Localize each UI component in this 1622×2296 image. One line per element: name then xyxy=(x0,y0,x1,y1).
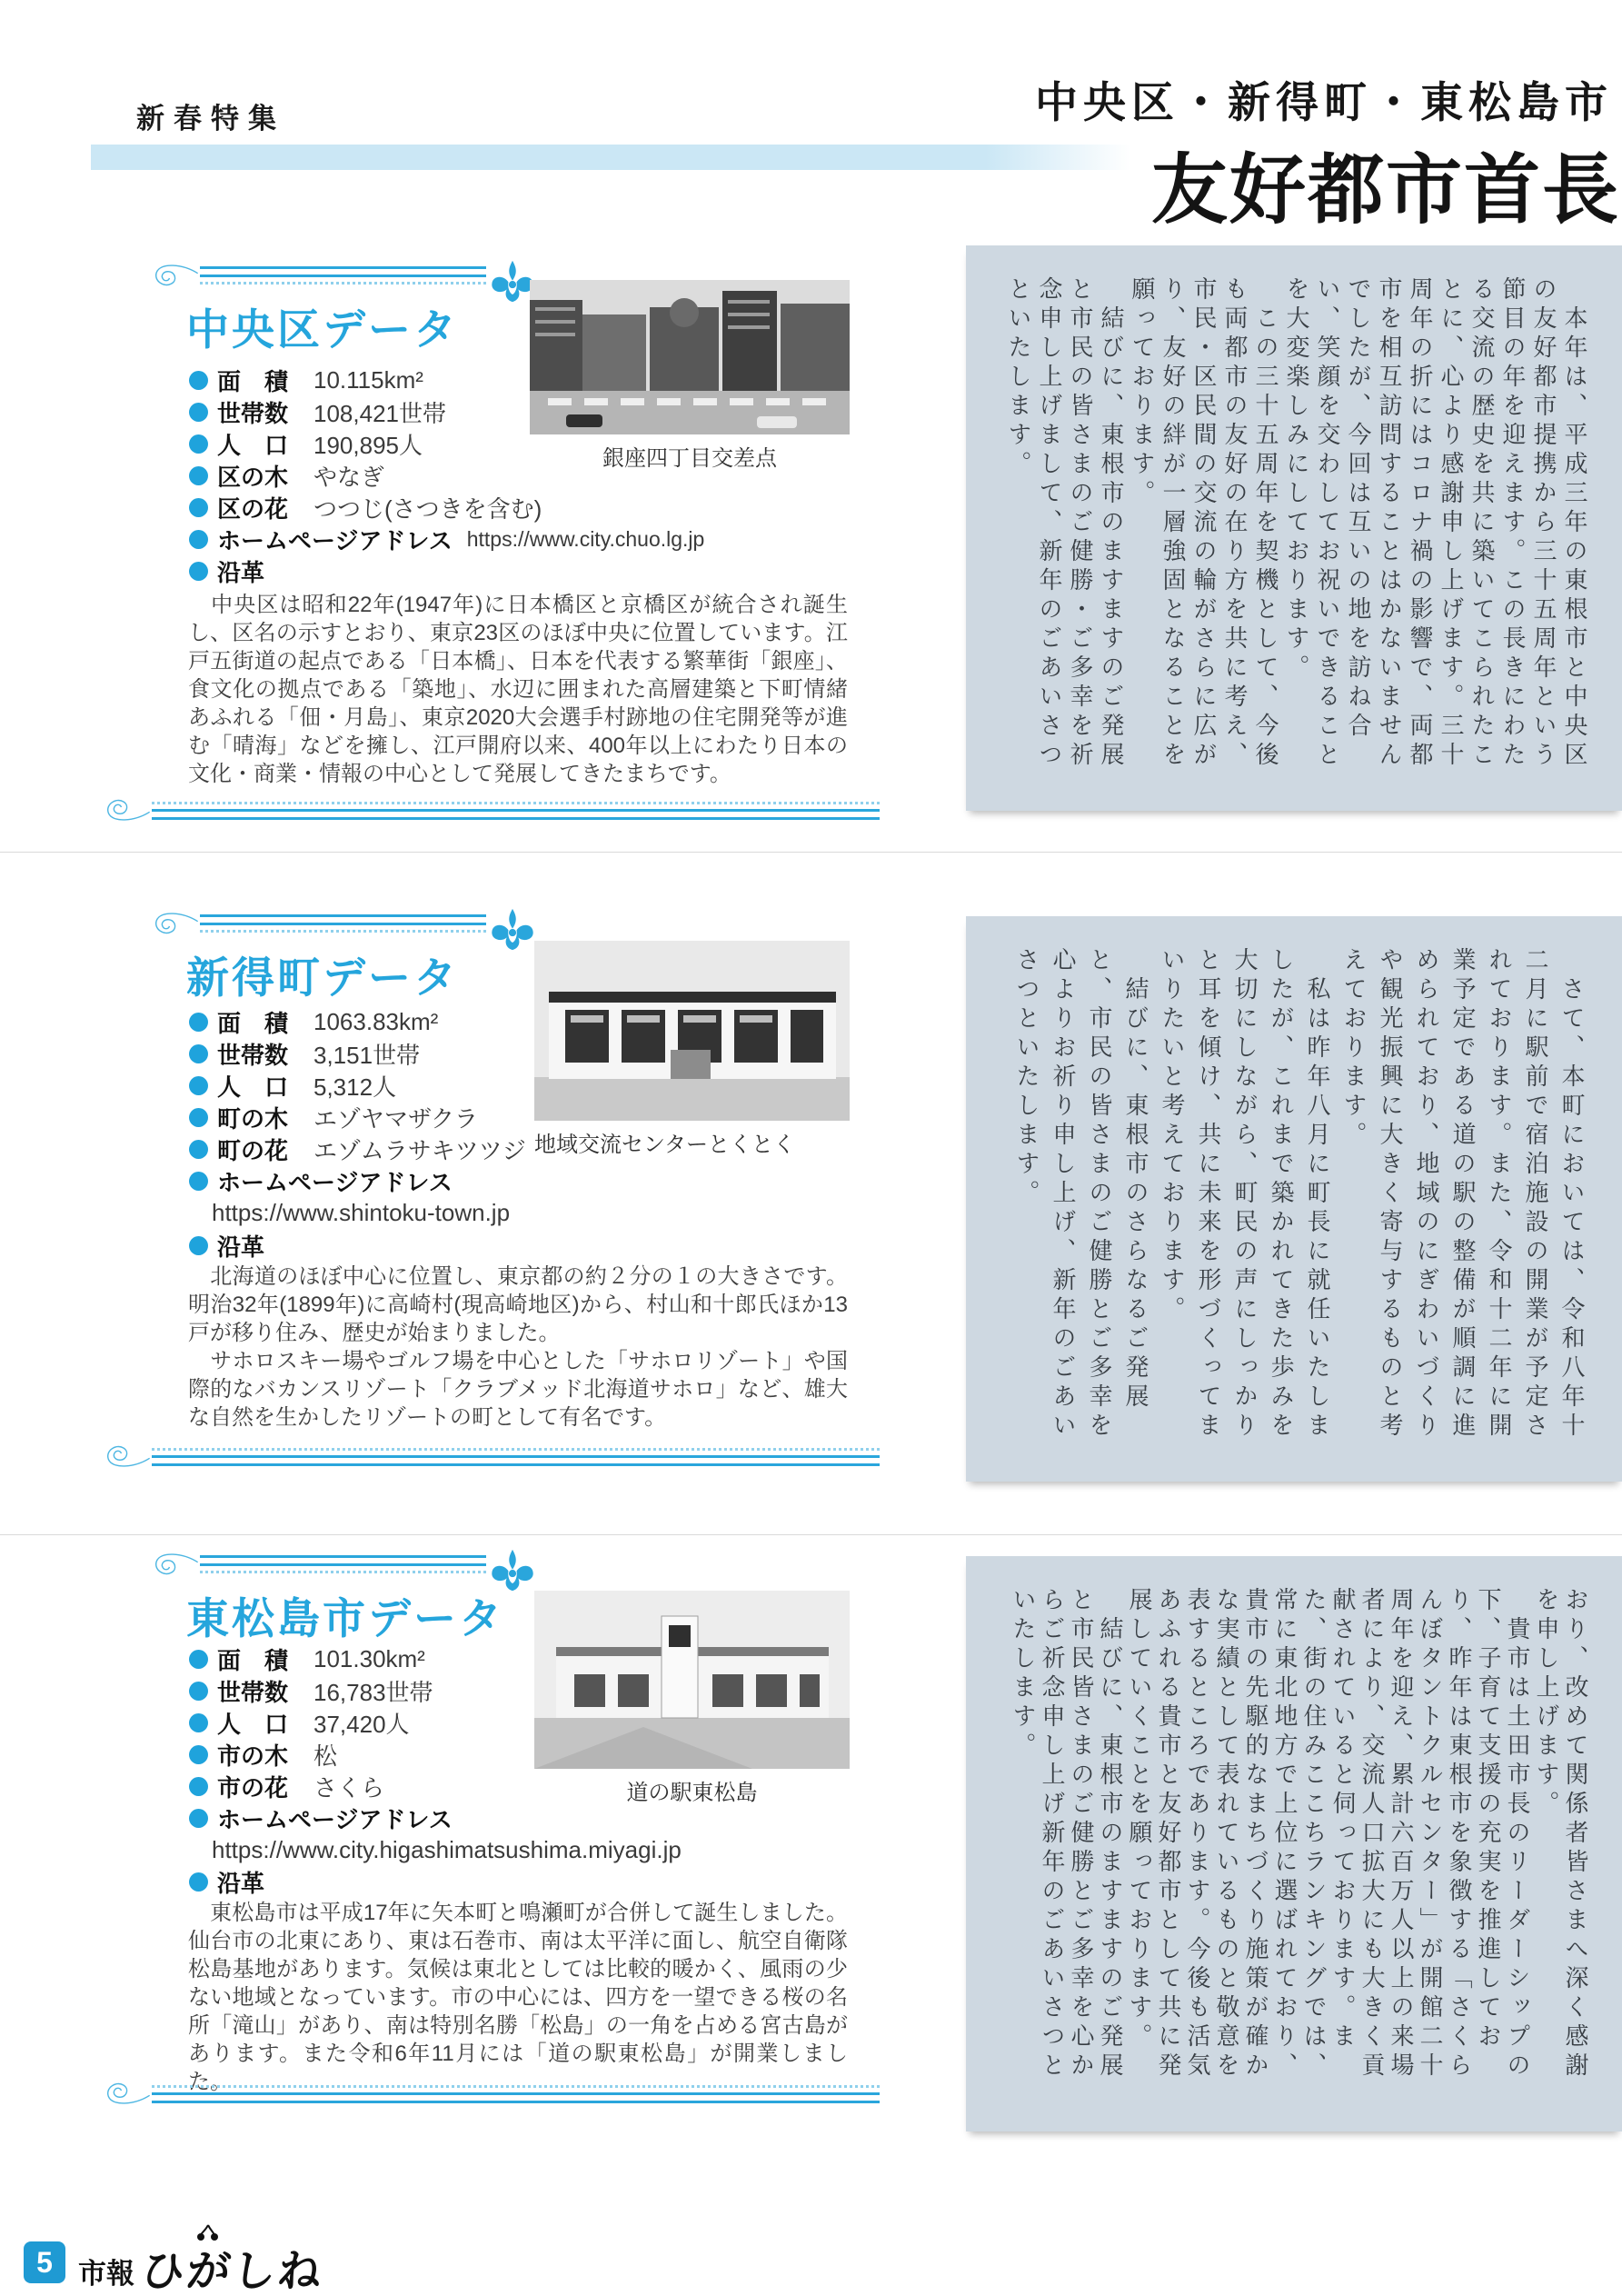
greeting-paragraph: 結びに、東根市のさらなるご発展と、市民の皆さまのご健勝とご多幸を心よりお祈り申し上げ、新年のごあいさつといたします。 xyxy=(1013,947,1149,1442)
row-label: 面 積 xyxy=(217,1647,289,1674)
photo-caption: 地域交流センターとくとく xyxy=(534,1133,796,1157)
row-value: 101.30km² xyxy=(313,1645,425,1672)
row-value: エゾヤマザクラ xyxy=(313,1105,478,1133)
greeting-paragraph: 結びに、東根市のますますのご発展と市民の皆さまのご健勝・ご多幸を祈念申し上げまして、新年のごあいさつといたします。 xyxy=(1005,276,1124,771)
ornament-bottom-border xyxy=(104,791,880,827)
magazine-name-logo: ひがしね xyxy=(138,2248,326,2296)
row-label: 人 口 xyxy=(217,432,289,459)
data-row-population xyxy=(189,1070,526,1102)
row-value: さくら xyxy=(313,1774,385,1802)
border-lines xyxy=(200,266,486,285)
greeting-paragraph: さて、本町においては、令和八年十二月に駅前で宿泊施設の開業が予定されております。また、令和十二年に開業予定である道の駅の整備が順調に進められており、地域のにぎわいづくりや観光振興に大きく寄与するものと考えております。 xyxy=(1340,947,1585,1442)
border-lines xyxy=(200,1555,486,1573)
row-label: 市の木 xyxy=(217,1742,289,1770)
section-separator xyxy=(0,852,1622,853)
bullet-icon xyxy=(189,1777,208,1796)
row-label: 世帯数 xyxy=(217,1679,289,1706)
greeting-paragraph: 結びに、東根市のますますのご発展と市民皆さまのご健勝とご多幸を心からご祈念申し上げ新年のごあいさつといたします。 xyxy=(1010,1587,1123,2081)
photo-block xyxy=(530,280,850,472)
databox-title: 新得町データ xyxy=(186,953,459,1002)
data-row-flower xyxy=(189,1771,453,1802)
data-row-population xyxy=(189,1707,453,1739)
bullet-icon xyxy=(189,1809,208,1828)
row-label: 世帯数 xyxy=(217,400,289,427)
history-label-row xyxy=(189,555,704,587)
homepage-label: ホームページアドレス xyxy=(217,1806,453,1833)
fleur-de-lis-icon xyxy=(486,906,539,961)
photo-community-center xyxy=(534,941,850,1121)
history-label-row xyxy=(189,1866,264,1898)
bullet-icon xyxy=(189,1650,208,1669)
header-blue-band xyxy=(91,145,1131,170)
homepage-label: ホームページアドレス xyxy=(217,527,453,554)
bullet-icon xyxy=(189,1745,208,1764)
bullet-icon xyxy=(189,1076,208,1095)
bullet-icon xyxy=(189,562,208,581)
bullet-icon xyxy=(189,403,208,422)
greeting-shintoku xyxy=(966,916,1622,1482)
border-lines xyxy=(152,802,880,820)
bullet-icon xyxy=(189,498,208,517)
homepage-row xyxy=(189,524,704,555)
data-row-area xyxy=(189,1643,453,1675)
databox-higashimatsushima xyxy=(103,1545,881,2101)
row-value: 108,421世帯 xyxy=(313,400,446,427)
bullet-icon xyxy=(189,1682,208,1701)
swirl-ornament-icon xyxy=(104,791,152,827)
bullet-icon xyxy=(189,1872,208,1892)
data-row-households xyxy=(189,1675,453,1707)
greeting-higashimatsushima xyxy=(966,1556,1622,2131)
history-label-row xyxy=(189,1230,264,1262)
history-paragraph: 東松島市は平成17年に矢本町と鳴瀬町が合併して誕生しました。仙台市の北東にあり、東は石巻市、南は太平洋に面し、航空自衛隊松島基地があります。気候は東北としては比較的暖かく、風雨の少ない地域となっています。市の中心には、四方を一望できる桜の名所「滝山」があり、南は特別名勝「松島」の一角を占める宮古島があります。また令和6年11月には「道の駅東松島」が開業しました。 xyxy=(188,1901,848,2094)
row-value: 10.115km² xyxy=(313,366,423,394)
row-label: 市の花 xyxy=(217,1774,289,1802)
photo-ginza-crossing xyxy=(530,280,850,434)
bullet-icon xyxy=(189,434,208,454)
greeting-paragraph: この三十五周年を契機として、今後も両都市の友好の在り方を共に考え、市民・区民間の交流の輪がさらに広がり、友好の絆が一層強固となることを願っております。 xyxy=(1129,276,1279,771)
row-value: エゾムラサキツツジ xyxy=(313,1137,526,1164)
bullet-icon xyxy=(189,1140,208,1159)
bullet-icon xyxy=(189,1172,208,1191)
row-label: 人 口 xyxy=(217,1073,289,1101)
row-value: 5,312人 xyxy=(313,1073,397,1101)
homepage-label: ホームページアドレス xyxy=(217,1169,453,1196)
eyebrow-title: 新春特集 xyxy=(136,103,285,135)
magazine-label: 市報 xyxy=(78,2258,134,2290)
bullet-icon xyxy=(189,530,208,549)
greeting-paragraph: 私は昨年八月に町長に就任いたしましたが、これまで築かれてきた歩みを大切にしながら、町民の声にしっかりと耳を傾け、共に未来を形づくってまいりたいと考えております。 xyxy=(1159,947,1330,1442)
swirl-ornament-icon xyxy=(153,906,200,943)
row-value: 37,420人 xyxy=(313,1711,410,1738)
bullet-icon xyxy=(189,1108,208,1127)
row-label: 区の花 xyxy=(217,495,289,523)
history-paragraph: サホロスキー場やゴルフ場を中心とした「サホロリゾート」や国際的なバカンスリゾート「クラブメッド北海道サホロ」など、雄大な自然を生かしたリゾートの町として有名です。 xyxy=(188,1349,848,1430)
border-lines xyxy=(152,2085,880,2103)
bullet-icon xyxy=(189,1713,208,1732)
ornament-bottom-border xyxy=(104,2074,880,2111)
bullet-icon xyxy=(189,1044,208,1063)
ornament-bottom-border xyxy=(104,1437,880,1473)
section-separator xyxy=(0,1534,1622,1535)
row-value: 松 xyxy=(313,1742,338,1770)
row-value: 3,151世帯 xyxy=(313,1042,421,1069)
photo-caption: 銀座四丁目交差点 xyxy=(602,446,777,471)
databox-shintoku xyxy=(103,904,881,1466)
greeting-chuo xyxy=(966,245,1622,811)
row-label: 世帯数 xyxy=(217,1042,289,1069)
history-text xyxy=(188,1263,848,1432)
cherry-icon xyxy=(194,2223,222,2241)
bullet-icon xyxy=(189,466,208,485)
photo-block xyxy=(534,1591,850,1806)
border-lines xyxy=(152,1448,880,1466)
data-rows xyxy=(189,1643,453,1834)
row-label: 区の木 xyxy=(217,464,289,491)
history-label: 沿革 xyxy=(217,1870,265,1897)
row-value: 190,895人 xyxy=(313,432,423,459)
photo-michinoeki xyxy=(534,1591,850,1769)
history-text xyxy=(188,591,848,788)
data-row-flower xyxy=(189,492,704,524)
homepage-row xyxy=(189,1802,453,1834)
border-lines xyxy=(200,914,486,933)
row-label: 面 積 xyxy=(217,368,289,395)
databox-title: 東松島市データ xyxy=(186,1594,504,1642)
page-number-badge: 5 xyxy=(24,2241,65,2283)
bullet-icon xyxy=(189,1236,208,1255)
page-title: 友好都市首長 xyxy=(1150,149,1620,234)
swirl-ornament-icon xyxy=(153,258,200,294)
photo-block xyxy=(534,941,850,1158)
greeting-paragraph: 貴市は土田市長のリーダーシップの下、子育て支援の充実を推進しており、昨年は東根市を象徴する「さくらんぼタントクルセンター」が開館二十周年を迎え、累計六百万人以上の来場者により、交流人口拡大にも大きく貢献されていると伺っております。また、街の住みここちランキングでは、常に東北地方で上位に選ばれており、貴市の先駆的なまちづくり施策が確かな実績として表れているものと敬意を表するところであります。今後も活気あふれる貴市と友好都市として共に発展していくことを願っております。 xyxy=(1126,1587,1530,2081)
homepage-url: https://www.city.chuo.lg.jp xyxy=(466,527,705,551)
swirl-ornament-icon xyxy=(153,1547,200,1583)
region-names-title: 中央区・新得町・東松島市 xyxy=(1035,78,1613,126)
data-row-area xyxy=(189,1006,526,1038)
photo-caption: 道の駅東松島 xyxy=(626,1781,758,1805)
row-label: 人 口 xyxy=(217,1711,289,1738)
row-label: 町の花 xyxy=(217,1137,289,1164)
data-rows xyxy=(189,1006,526,1197)
row-value: やなぎ xyxy=(313,464,385,491)
data-row-tree xyxy=(189,1739,453,1771)
history-label: 沿革 xyxy=(217,1233,265,1261)
data-row-households xyxy=(189,1038,526,1070)
history-paragraph: 中央区は昭和22年(1947年)に日本橋区と京橋区が統合され誕生し、区名の示すとおり、東京23区のほぼ中央に位置しています。江戸五街道の起点である「日本橋」、日本を代表する繁華街「銀座」、食文化の拠点である「築地」、水辺に囲まれた高層建築と下町情緒あふれる「佃・月島」、東京2020大会選手村跡地の住宅開発等が進む「晴海」などを擁し、江戸開府以来、400年以上にわたり日本の文化・商業・情報の中心として発展してきたまちです。 xyxy=(188,593,848,786)
databox-chuo xyxy=(103,256,881,818)
row-value: つつじ(さつきを含む) xyxy=(313,495,542,523)
bullet-icon xyxy=(189,1013,208,1032)
data-row-flower xyxy=(189,1133,526,1165)
homepage-url: https://www.shintoku-town.jp xyxy=(212,1199,511,1226)
history-text xyxy=(188,1899,848,2096)
homepage-row xyxy=(189,1165,526,1197)
bullet-icon xyxy=(189,371,208,390)
greeting-paragraph: 本年は、平成三年の東根市と中央区の友好都市提携から三十五周年という節目の年を迎えます。この長きにわたる交流の歴史を共に築いてこられたことに、心より感謝申し上げます。三十周年の折にはコロナ禍の影響で、両都市を相互訪問することはかないませんでしたが、今回は互いの地を訪ね合い、笑顔を交わしてお祝いできることを大変楽しみにしております。 xyxy=(1283,276,1587,771)
data-row-tree xyxy=(189,1102,526,1133)
swirl-ornament-icon xyxy=(104,2074,152,2111)
row-label: 町の木 xyxy=(217,1105,289,1133)
history-paragraph: 北海道のほぼ中心に位置し、東京都の約２分の１の大きさです。明治32年(1899年)に高崎村(現高崎地区)から、村山和十郎氏ほか13戸が移り住み、歴史が始まりました。 xyxy=(188,1264,848,1345)
homepage-url: https://www.city.higashimatsushima.miyagi.jp xyxy=(212,1836,682,1863)
greeting-paragraph: おり、改めて関係者皆さまへ深く感謝を申し上げます。 xyxy=(1533,1587,1588,2081)
row-value: 1063.83km² xyxy=(313,1008,439,1035)
swirl-ornament-icon xyxy=(104,1437,152,1473)
databox-title: 中央区データ xyxy=(186,305,459,354)
history-label: 沿革 xyxy=(217,559,265,586)
row-value: 16,783世帯 xyxy=(313,1679,433,1706)
row-label: 面 積 xyxy=(217,1010,289,1037)
